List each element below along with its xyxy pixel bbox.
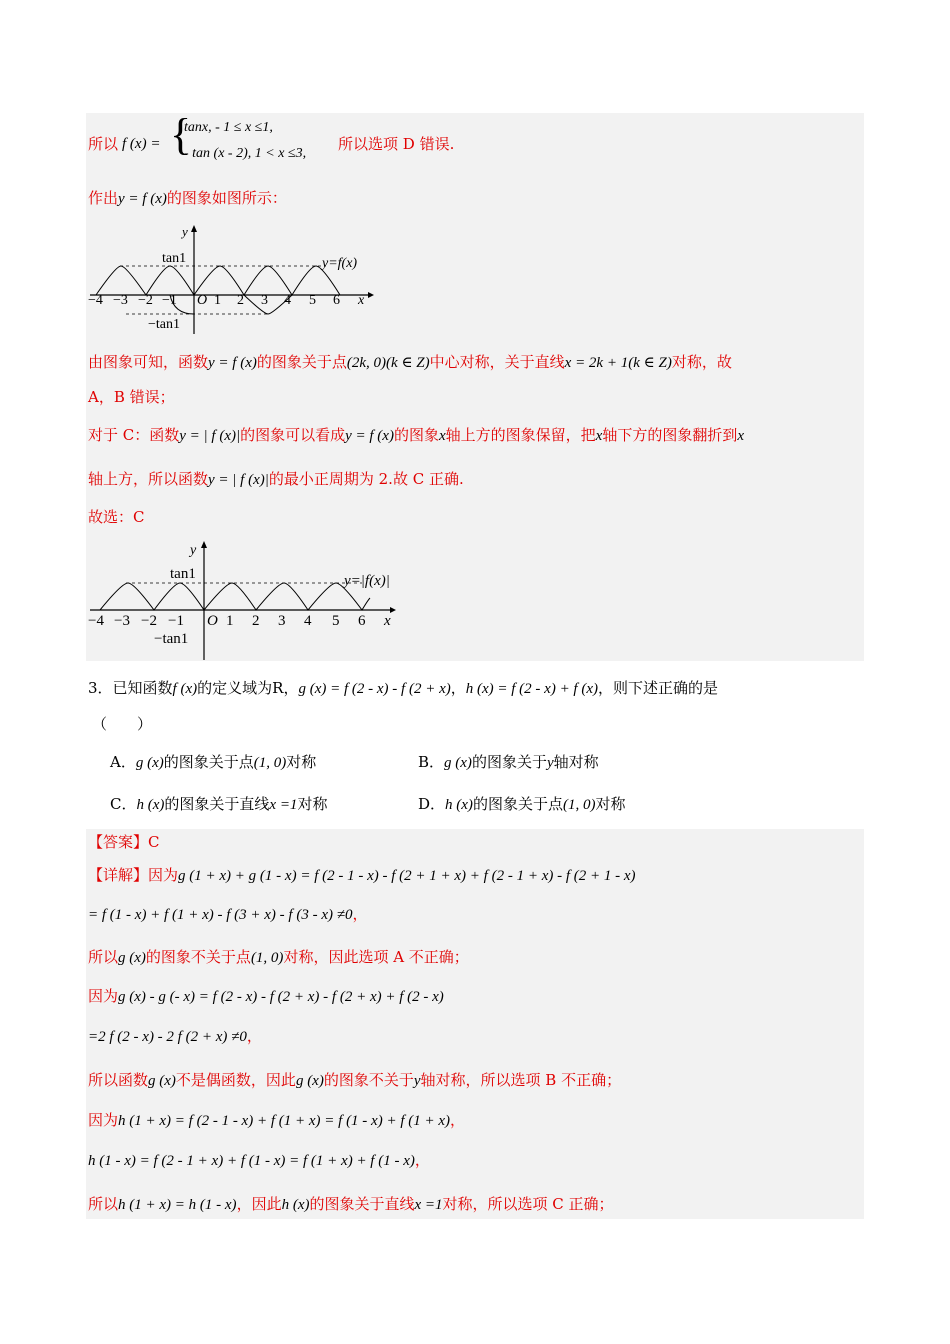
c-text-2: 的图象可以看成 [240, 426, 346, 444]
detail-6-a: 所以函数 [88, 1071, 149, 1089]
symmetry-line-1 [88, 351, 732, 374]
option-D-text-2: 对称 [595, 795, 626, 813]
option-C-text-1: 的图象关于直线 [164, 795, 270, 813]
option-B-text-2: 轴对称 [553, 753, 599, 771]
detail-6-g2: g (x) [295, 1073, 324, 1089]
detail-9-d: 对称，所以选项 C 正确； [442, 1195, 614, 1213]
detail-line-4 [88, 985, 444, 1008]
question-text-4: ，则下述正确的是 [598, 679, 719, 697]
graph-abs-f [86, 538, 406, 663]
option-B[interactable] [418, 751, 599, 774]
tick-3: 3 [261, 293, 268, 308]
detail-4-text: 因为 [88, 987, 119, 1005]
question-f: f (x) [172, 681, 198, 697]
curve-label: y=f(x) [322, 256, 358, 271]
detail-6-b: 不是偶函数，因此 [175, 1071, 296, 1089]
choice-statement: 故选：C [88, 508, 145, 526]
tick-6: 6 [333, 293, 340, 308]
tick-3: 3 [278, 613, 286, 629]
detail-6-y: y [413, 1073, 421, 1089]
tick-minus3: −3 [114, 613, 130, 629]
tick-minus1: −1 [168, 613, 184, 629]
tick-1: 1 [214, 293, 221, 308]
tick-5: 5 [309, 293, 316, 308]
detail-6-c: 的图象不关于 [323, 1071, 414, 1089]
detail-3-point: (1, 0) [250, 950, 284, 966]
detail-7-tail: ， [450, 1111, 466, 1129]
y-axis-label: y [190, 543, 197, 558]
symmetry-text-1: 由图象可知，函数 [88, 353, 209, 371]
piecewise-case-2: - tan (x - 2), 1 < x ≤3, [184, 146, 307, 161]
tan1-label: tan1 [162, 251, 187, 266]
question-h-def: h (x) = f (2 - x) + f (x) [465, 681, 599, 697]
c-x-1: x [438, 428, 446, 444]
detail-9-h: h (x) [281, 1197, 310, 1213]
x-tick-labels [88, 613, 391, 629]
y-axis-label: y [182, 224, 188, 239]
draw-formula: y = f (x) [118, 191, 167, 207]
symmetry-line-eq: x = 2k + 1(k ∈ Z) [564, 355, 672, 371]
detail-line-8 [88, 1149, 430, 1172]
detail-3-a: 所以 [88, 948, 119, 966]
tick-6: 6 [358, 613, 366, 629]
option-A-func: g (x) [135, 755, 164, 771]
detail-8-math: h (1 - x) = f (2 - 1 + x) + f (1 - x) = f (1 + x) + f (1 - x) [88, 1153, 415, 1169]
piecewise-suffix: 所以选项 D 错误. [338, 135, 455, 153]
option-D-label: D． [418, 795, 446, 813]
piecewise-brace: { [170, 110, 192, 159]
question-text-2: ， [283, 679, 299, 697]
option-D-func: h (x) [445, 797, 473, 813]
question-paren: （ ） [92, 715, 153, 733]
c-f: y = f (x) [345, 428, 394, 444]
option-B-label: B． [418, 753, 445, 771]
tick-origin: O [207, 613, 218, 629]
x-axis-arrow [390, 607, 396, 613]
tick-minus2: −2 [138, 293, 153, 308]
c-abs-f: y = | f (x)| [179, 428, 241, 444]
c-text-5: 轴下方的图象翻折到 [602, 426, 738, 444]
tick-minus3: −3 [113, 293, 128, 308]
answer-tag: 【答案】 [88, 833, 149, 851]
neg-tan1-label: −tan1 [148, 317, 180, 332]
detail-8-tail: ， [414, 1151, 430, 1169]
tick-minus4: −4 [88, 293, 103, 308]
y-axis-arrow [191, 225, 197, 232]
x-axis-arrow [368, 292, 374, 298]
option-D-text-1: 的图象关于点 [472, 795, 563, 813]
question-number: 3．已知函数 [88, 679, 173, 697]
detail-line-3 [88, 946, 469, 969]
symmetry-point: (2k, 0)(k ∈ Z) [346, 355, 430, 371]
detail-7-math: h (1 + x) = f (2 - 1 - x) + f (1 + x) = f (1 - x) + f (1 + x) [118, 1113, 451, 1129]
detail-1-text: 因为 [148, 866, 179, 884]
c-x-3: x [737, 428, 745, 444]
detail-9-c: 的图象关于直线 [309, 1195, 415, 1213]
option-A-text-1: 的图象关于点 [163, 753, 254, 771]
detail-line-2 [88, 903, 367, 926]
detail-line-6 [88, 1069, 621, 1092]
detail-3-g: g (x) [118, 950, 146, 966]
c-text-6: 轴上方，所以函数 [88, 470, 209, 488]
detail-line-7 [88, 1109, 465, 1132]
detail-9-line: x =1 [414, 1197, 443, 1213]
tick-origin: O [197, 293, 208, 308]
tick-x: x [358, 293, 365, 308]
question-3-stem [88, 677, 718, 700]
tick-x: x [384, 613, 391, 629]
detail-9-a: 所以 [88, 1195, 119, 1213]
c-abs-f-2: y = | f (x)| [208, 472, 269, 488]
symmetry-text-3: 中心对称，关于直线 [429, 353, 565, 371]
c-text-1: 对于 C：函数 [88, 426, 180, 444]
option-B-text-1: 的图象关于 [471, 753, 547, 771]
question-text-3: ， [450, 679, 466, 697]
tick-2: 2 [237, 293, 244, 308]
y-axis-arrow [201, 541, 207, 548]
tick-1: 1 [226, 613, 234, 629]
option-C[interactable] [110, 793, 327, 816]
detail-tag: 【详解】 [88, 866, 149, 884]
c-text-4: 轴上方的图象保留，把 [445, 426, 596, 444]
neg-tan1-label: −tan1 [154, 631, 189, 647]
answer-line [88, 831, 160, 853]
graph-f [86, 222, 376, 342]
tan1-label: tan1 [170, 566, 196, 582]
question-g-def: g (x) = f (2 - x) - f (2 + x) [298, 681, 451, 697]
detail-3-c: 对称，因此选项 A 不正确； [283, 948, 469, 966]
detail-5-tail: ， [246, 1027, 262, 1045]
symmetry-text-2: 的图象关于点 [256, 353, 347, 371]
tick-minus4: −4 [88, 613, 104, 629]
draw-prefix: 作出 [88, 189, 119, 207]
detail-2-math: = f (1 - x) + f (1 + x) - f (3 + x) - f (3 - x) ≠0 [88, 907, 353, 923]
detail-2-tail: ， [352, 905, 368, 923]
draw-statement [88, 187, 287, 210]
piecewise-case-1: tanx, - 1 ≤ x ≤1, [184, 120, 273, 135]
question-R: R [272, 679, 284, 697]
c-analysis-line-2 [88, 468, 464, 491]
question-text-1: 的定义域为 [197, 679, 273, 697]
symmetry-line-2: A，B 错误； [88, 388, 175, 406]
symmetry-text-4: 对称，故 [671, 353, 732, 371]
symmetry-f: y = f (x) [208, 355, 257, 371]
option-C-func: h (x) [136, 797, 165, 813]
option-A-point: (1, 0) [253, 755, 287, 771]
detail-3-b: 的图象不关于点 [145, 948, 251, 966]
option-A[interactable] [110, 751, 316, 774]
draw-suffix: 的图象如图所示： [166, 189, 287, 207]
option-C-label: C． [110, 795, 137, 813]
piecewise-prefix: 所以 [88, 135, 119, 153]
abs-curve [100, 583, 370, 610]
detail-line-1 [88, 864, 636, 887]
piecewise-lhs: f (x) = [122, 136, 161, 152]
detail-line-5 [88, 1025, 262, 1048]
curve-left [96, 266, 194, 295]
detail-1-math: g (1 + x) + g (1 - x) = f (2 - 1 - x) - f (2 + 1 + x) + f (2 - 1 + x) - f (2 + 1 - x) [178, 868, 636, 884]
tick-minus1: −1 [162, 293, 177, 308]
c-analysis-line-1 [88, 424, 744, 447]
tick-2: 2 [252, 613, 260, 629]
option-C-line: x =1 [269, 797, 298, 813]
detail-9-math: h (1 + x) = h (1 - x) [118, 1197, 237, 1213]
option-A-label: A． [110, 753, 136, 771]
detail-7-text: 因为 [88, 1111, 119, 1129]
c-text-3: 的图象 [393, 426, 439, 444]
curve-label: y=|f(x)| [344, 573, 390, 589]
option-D[interactable] [418, 793, 625, 816]
detail-6-g: g (x) [148, 1073, 176, 1089]
detail-line-9 [88, 1193, 614, 1216]
c-x-2: x [595, 428, 603, 444]
answer-value: C [148, 833, 160, 851]
tick-minus2: −2 [141, 613, 157, 629]
option-A-text-2: 对称 [286, 753, 317, 771]
tick-4: 4 [284, 293, 291, 308]
c-text-7: 的最小正周期为 2.故 C 正确. [268, 470, 464, 488]
option-C-text-2: 对称 [297, 795, 328, 813]
option-D-point: (1, 0) [562, 797, 596, 813]
detail-6-d: 轴对称，所以选项 B 不正确； [420, 1071, 622, 1089]
tick-5: 5 [332, 613, 340, 629]
tick-4: 4 [304, 613, 312, 629]
detail-4-math: g (x) - g (- x) = f (2 - x) - f (2 + x) - f (2 + x) + f (2 - x) [118, 989, 444, 1005]
detail-5-math: =2 f (2 - x) - 2 f (2 + x) ≠0 [88, 1029, 247, 1045]
option-B-axis: y [546, 755, 554, 771]
detail-9-b: ，因此 [236, 1195, 282, 1213]
option-B-func: g (x) [444, 755, 472, 771]
